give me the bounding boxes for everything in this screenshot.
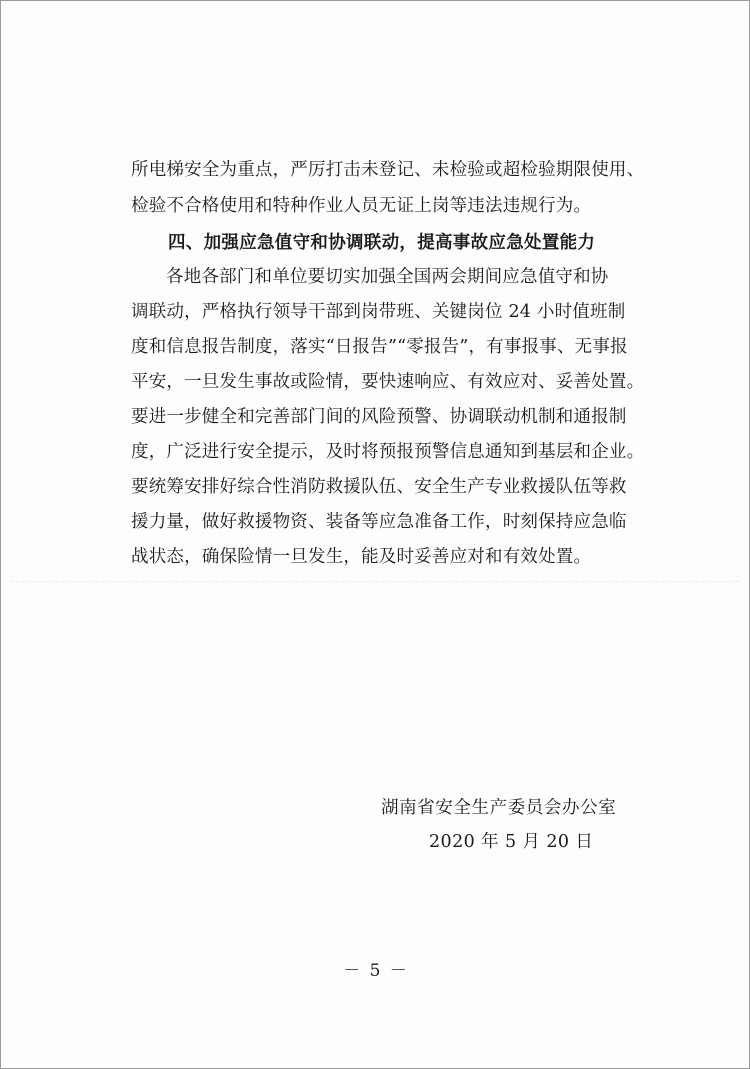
body-line: 要进一步健全和完善部门间的风险预警、协调联动机制和通报制 <box>131 407 627 427</box>
page-number: － 5 － <box>343 961 409 981</box>
signature-date: 2020 年 5 月 20 日 <box>429 832 594 852</box>
signature-organization: 湖南省安全生产委员会办公室 <box>381 798 617 818</box>
section-heading: 四、加强应急值守和协调联动，提高事故应急处置能力 <box>168 233 596 253</box>
body-line: 平安，一旦发生事故或险情，要快速响应、有效应对、妥善处置。 <box>131 372 645 392</box>
body-line: 战状态，确保险情一旦发生，能及时妥善应对和有效处置。 <box>131 547 592 567</box>
body-line: 调联动，严格执行领导干部到岗带班、关键岗位 24 小时值班制 <box>131 302 626 322</box>
body-line: 各地各部门和单位要切实加强全国两会期间应急值守和协 <box>166 267 609 287</box>
body-line: 所电梯安全为重点，严厉打击未登记、未检验或超检验期限使用、 <box>131 160 645 180</box>
scan-artifact-line <box>11 581 739 582</box>
body-line: 要统筹安排好综合性消防救援队伍、安全生产专业救援队伍等救 <box>131 477 627 497</box>
body-line: 援力量，做好救援物资、装备等应急准备工作，时刻保持应急临 <box>131 512 627 532</box>
body-line: 度和信息报告制度，落实“日报告”“零报告”，有事报事、无事报 <box>131 337 628 357</box>
body-line: 检验不合格使用和特种作业人员无证上岗等违法违规行为。 <box>131 196 592 216</box>
body-line: 度，广泛进行安全提示，及时将预报预警信息通知到基层和企业。 <box>131 442 645 462</box>
